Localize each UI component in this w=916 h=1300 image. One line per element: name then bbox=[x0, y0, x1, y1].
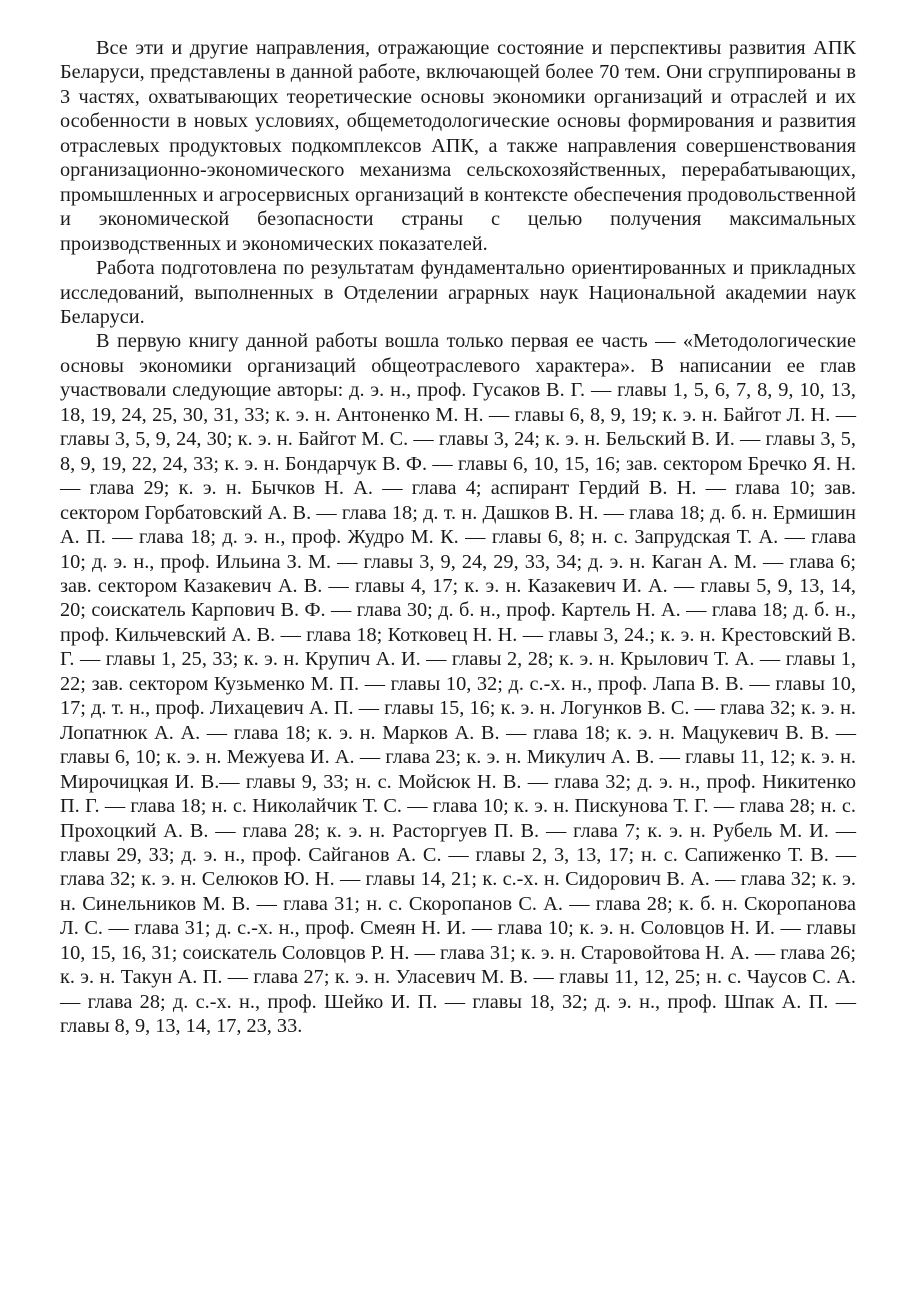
paragraph-directions-overview: Все эти и другие направления, отражающие состояние и перспективы развития АПК Беларуси, представлены в данной работе, включающей более 70 тем. Они сгруппированы в 3 частях, охватывающих теоретические основы экономики организаций и отраслей и их особенности в новых условиях, общеметодологические основы формирования и развития отраслевых продуктовых подкомплексов АПК, а также направления совершенствования организационно-экономического механизма сельскохозяйственных, перерабатывающих, промышленных и агросервисных организаций в контексте обеспечения продовольственной и экономической безопасности страны с целью получения максимальных производственных и экономических показателей. bbox=[60, 37, 856, 255]
paragraph-authors-list: В первую книгу данной работы вошла только первая ее часть — «Методологические основы экономики организаций общеотраслевого характера». В написании ее глав участвовали следующие авторы: д. э. н., проф. Гусаков В. Г. — главы 1, 5, 6, 7, 8, 9, 10, 13, 18, 19, 24, 25, 30, 31, 33; к. э. н. Антоненко М. Н. — главы 6, 8, 9, 19; к. э. н. Байгот Л. Н. — главы 3, 5, 9, 24, 30; к. э. н. Байгот М. С. — главы 3, 24; к. э. н. Бельский В. И. — главы 3, 5, 8, 9, 19, 22, 24, 33; к. э. н. Бондарчук В. Ф. — главы 6, 10, 15, 16; зав. сектором Бречко Я. Н. — глава 29; к. э. н. Бычков Н. А. — глава 4; аспирант Гердий В. Н. — глава 10; зав. сектором Горбатовский А. В. — глава 18; д. т. н. Дашков В. Н. — глава 18; д. б. н. Ермишин А. П. — глава 18; д. э. н., проф. Жудро М. К. — главы 6, 8; н. с. Запрудская Т. А. — глава 10; д. э. н., проф. Ильина З. М. — главы 3, 9, 24, 29, 33, 34; д. э. н. Каган А. М. — глава 6; зав. сектором Казакевич А. В. — главы 4, 17; к. э. н. Казакевич И. А. — главы 5, 9, 13, 14, 20; соискатель Карпович В. Ф. — глава 30; д. б. н., проф. Картель Н. А. — глава 18; д. б. н., проф. Кильчевский А. В. — глава 18; Котковец Н. Н. — главы 3, 24.; к. э. н. Крестовский В. Г. — главы 1, 25, 33; к. э. н. Крупич А. И. — главы 2, 28; к. э. н. Крылович Т. А. — главы 1, 22; зав. сектором Кузьменко М. П. — главы 10, 32; д. с.-х. н., проф. Лапа В. В. — главы 10, 17; д. т. н., проф. Лихацевич А. П. — главы 15, 16; к. э. н. Логунков В. С. — глава 32; к. э. н. Лопатнюк А. А. — глава 18; к. э. н. Марков А. В. — глава 18; к. э. н. Мацукевич В. В. — главы 6, 10; к. э. н. Межуева И. А. — глава 23; к. э. н. Микулич А. В. — главы 11, 12; к. э. н. Мирочицкая И. В.— главы 9, 33; н. с. Мойсюк Н. В. — глава 32; д. э. н., проф. Никитенко П. Г. — глава 18; н. с. Николайчик Т. С. — глава 10; к. э. н. Пискунова Т. Г. — глава 28; н. с. Прохоцкий А. В. — глава 28; к. э. н. Расторгуев П. В. — глава 7; к. э. н. Рубель М. И. — главы 29, 33; д. э. н., проф. Сайганов А. С. — главы 2, 3, 13, 17; н. с. Сапиженко Т. В. — глава 32; к. э. н. Селюков Ю. Н. — главы 14, 21; к. с.-х. н. Сидорович В. А. — глава 32; к. э. н. Синельников М. В. — глава 31; н. с. Скоропанов С. А. — глава 28; к. б. н. Скоропанова Л. С. — глава 31; д. с.-х. н., проф. Смеян Н. И. — глава 10; к. э. н. Соловцов Н. И. — главы 10, 15, 16, 31; соискатель Соловцов Р. Н. — глава 31; к. э. н. Старовойтова Н. А. — глава 26; к. э. н. Такун А. П. — глава 27; к. э. н. Уласевич М. В. — главы 11, 12, 25; н. с. Чаусов С. А. — глава 28; д. с.-х. н., проф. Шейко И. П. — главы 18, 32; д. э. н., проф. Шпак А. П. — главы 8, 9, 13, 14, 17, 23, 33. bbox=[60, 330, 856, 1038]
page-body bbox=[60, 36, 856, 1039]
paragraph-research-basis: Работа подготовлена по результатам фундаментально ориентированных и прикладных исследований, выполненных в Отделении аграрных наук Национальной академии наук Беларуси. bbox=[60, 257, 856, 328]
